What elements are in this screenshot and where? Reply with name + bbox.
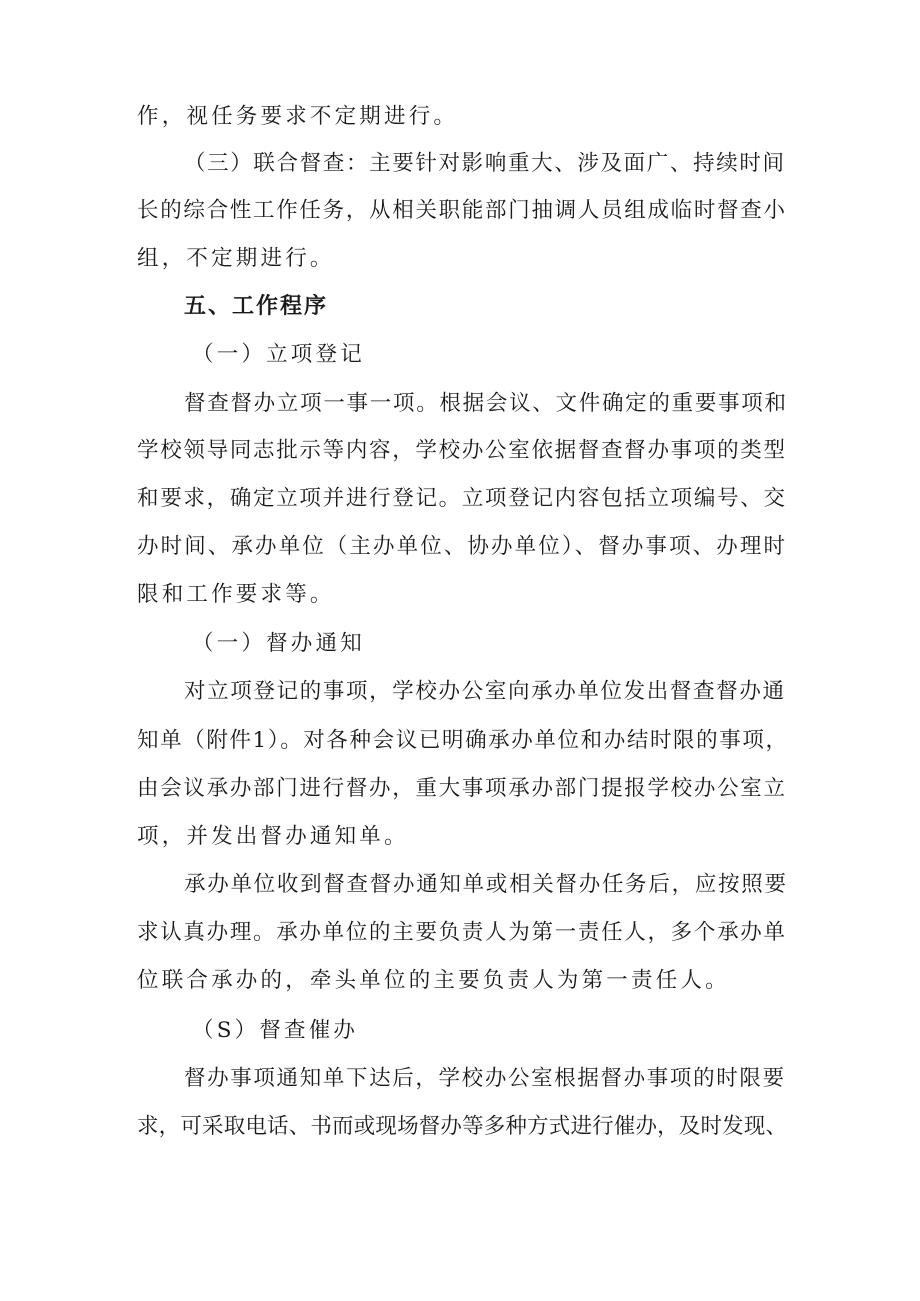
text-line-3: 长的综合性工作任务，从相关职能部门抽调人员组成临时督查小 [137,198,785,223]
text-line-17: 承办单位收到督查督办通知单或相关督办任务后，应按照要 [184,872,786,897]
text-line-21: 督办事项通知单下达后，学校办公室根据督办事项的时限要 [184,1066,784,1091]
text-line-14: 知单（附件1）。对各种会议已明确承办单位和办结时限的事项， [137,728,787,753]
subsection-heading-registration: （一）立项登记 [192,342,365,367]
text-line-8: 学校领导同志批示等内容，学校办公室依据督查督办事项的类型 [137,438,785,463]
text-line-9: 和要求，确定立项并进行登记。立项登记内容包括立项编号、交 [137,486,785,511]
text-line-22: 求，可采取电话、书而或现场督办等多种方式进行催办，及时发现、 [137,1114,787,1139]
text-line-18: 求认真办理。承办单位的主要负责人为第一责任人，多个承办单 [137,920,785,945]
text-line-15: 由会议承办部门进行督办，重大事项承办部门提报学校办公室立 [137,776,785,801]
text-line-2: （三）联合督查：主要针对影响重大、涉及面广、持续时间 [184,151,784,176]
text-line-19: 位联合承办的，牵头单位的主要负责人为第一责任人。 [137,968,730,993]
text-line-16: 项，并发出督办通知单。 [137,824,409,849]
text-line-1: 作，视任务要求不定期进行。 [137,104,459,129]
section-heading: 五、工作程序 [184,294,329,319]
subsection-heading-notice: （一）督办通知 [192,631,365,656]
subsection-heading-urging: （S）督查催办 [192,1018,359,1043]
text-line-11: 限和工作要求等。 [137,582,335,607]
text-line-4: 组，不定期进行。 [137,246,335,271]
text-line-7: 督查督办立项一事一项。根据会议、文件确定的重要事项和 [184,391,786,416]
text-line-13: 对立项登记的事项，学校办公室向承办单位发出督查督办通 [184,679,784,704]
text-line-10: 办时间、承办单位（主办单位、协办单位）、督办事项、办理时 [137,534,785,559]
